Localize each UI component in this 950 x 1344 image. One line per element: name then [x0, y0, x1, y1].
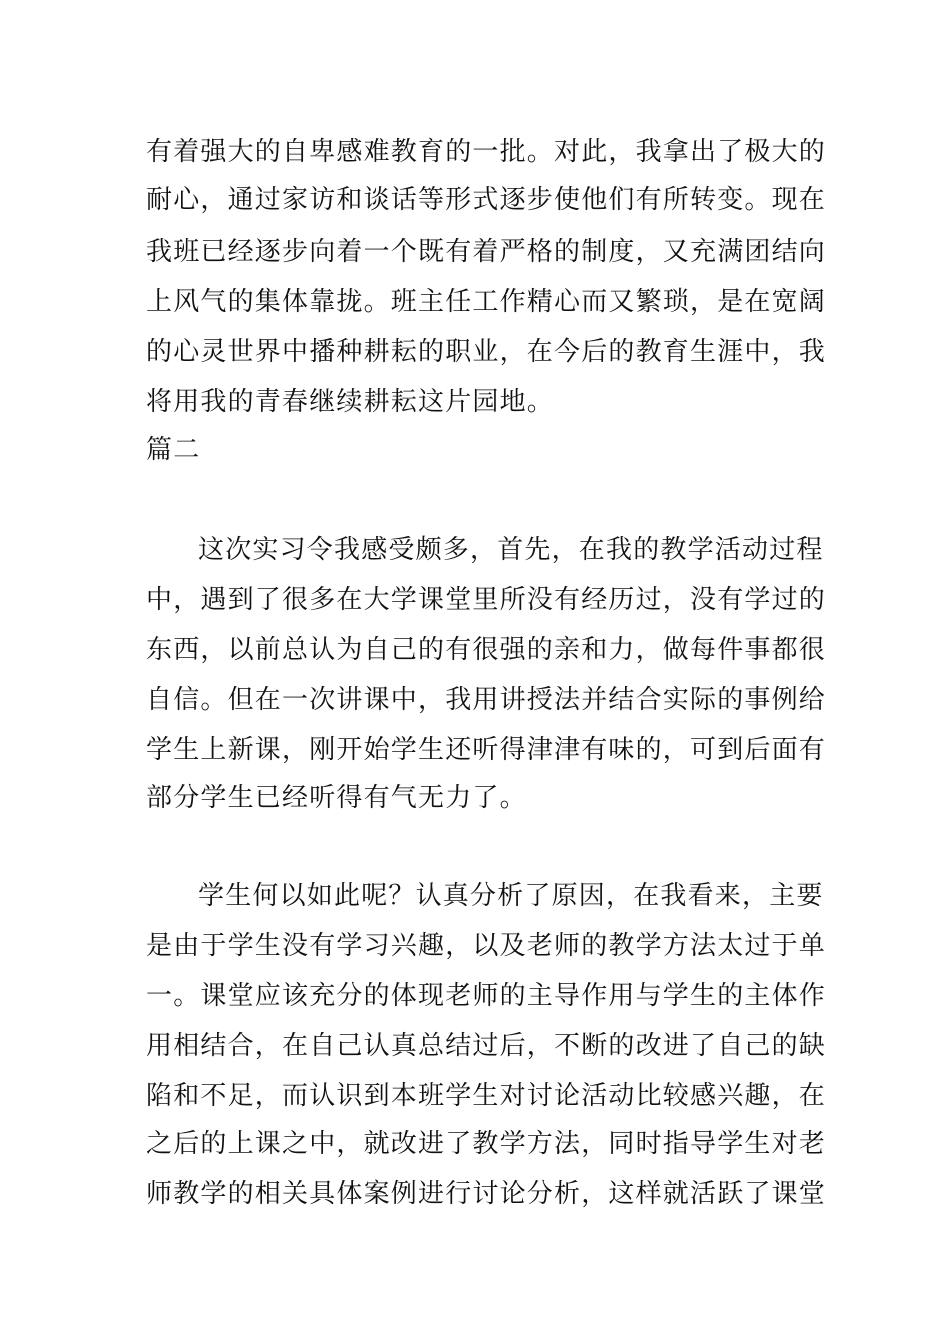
text-line: 一。课堂应该充分的体现老师的主导作用与学生的主体作 — [146, 981, 827, 1011]
text-line: 我班已经逐步向着一个既有着严格的制度，又充满团结向 — [146, 237, 827, 267]
text-line: 之后的上课之中，就改进了教学方法，同时指导学生对老 — [146, 1129, 827, 1159]
text-line: 上风气的集体靠拢。班主任工作精心而又繁琐，是在宽阔 — [146, 287, 827, 317]
text-line: 将用我的青春继续耕耘这片园地。 — [146, 387, 555, 417]
text-line: 有着强大的自卑感难教育的一批。对此，我拿出了极大的 — [146, 137, 827, 167]
text-line: 东西，以前总认为自己的有很强的亲和力，做每件事都很 — [146, 635, 827, 665]
text-line: 部分学生已经听得有气无力了。 — [146, 783, 527, 813]
text-line: 学生何以如此呢？认真分析了原因，在我看来，主要 — [198, 881, 824, 911]
text-line: 学生上新课，刚开始学生还听得津津有味的，可到后面有 — [146, 735, 827, 765]
text-line: 的心灵世界中播种耕耘的职业，在今后的教育生涯中，我 — [146, 337, 827, 367]
text-line: 自信。但在一次讲课中，我用讲授法并结合实际的事例给 — [146, 685, 827, 715]
section-heading: 篇二 — [146, 435, 201, 465]
text-line: 中，遇到了很多在大学课堂里所没有经历过，没有学过的 — [146, 585, 827, 615]
text-line: 陷和不足，而认识到本班学生对讨论活动比较感兴趣，在 — [146, 1081, 827, 1111]
text-line: 师教学的相关具体案例进行讨论分析，这样就活跃了课堂 — [146, 1179, 827, 1209]
text-line: 这次实习令我感受颇多，首先，在我的教学活动过程 — [198, 535, 824, 565]
text-line: 用相结合，在自己认真总结过后，不断的改进了自己的缺 — [146, 1031, 827, 1061]
text-line: 耐心，通过家访和谈话等形式逐步使他们有所转变。现在 — [146, 185, 827, 215]
text-line: 是由于学生没有学习兴趣，以及老师的教学方法太过于单 — [146, 931, 827, 961]
